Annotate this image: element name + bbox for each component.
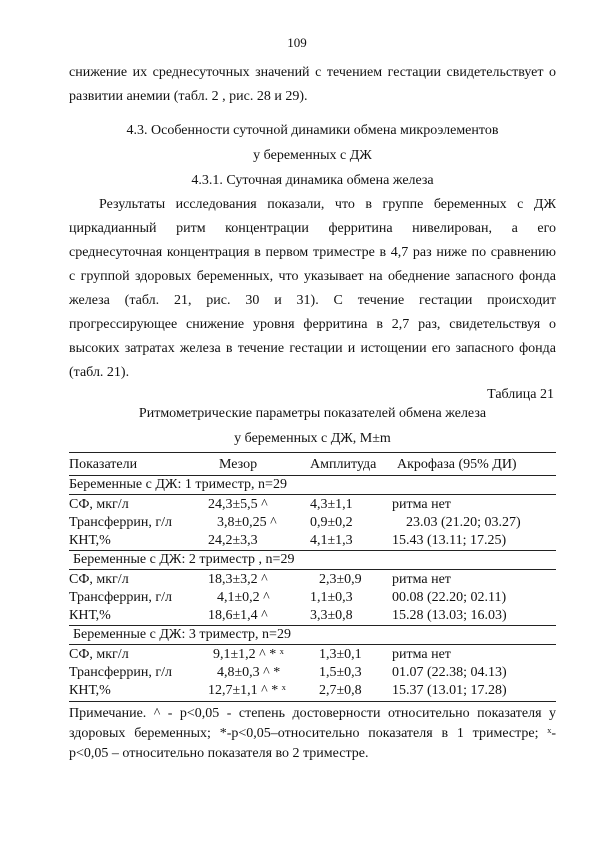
table-subtitle: у беременных с ДЖ, M±m xyxy=(234,431,391,446)
body-line-5: железа (табл. 21, рис. 30 и 31). С течение гестации происходит xyxy=(69,293,556,308)
table-cell-mesor: 18,3±3,2 ^ xyxy=(208,572,268,587)
table-cell-mesor: 9,1±1,2 ^ * ˣ xyxy=(213,647,284,662)
group-title-trimester-2: Беременные с ДЖ: 2 триместр , n=29 xyxy=(73,552,295,567)
table-cell-name: КНТ,% xyxy=(69,683,111,698)
table-cell-amplitude: 1,5±0,3 xyxy=(319,665,362,680)
table-cell-mesor: 3,8±0,25 ^ xyxy=(217,515,277,530)
table-cell-acrophase: 15.37 (13.01; 17.28) xyxy=(392,683,507,698)
body-line-1: Результаты исследования показали, что в группе беременных с ДЖ xyxy=(99,197,556,212)
table-cell-mesor: 4,8±0,3 ^ * xyxy=(217,665,281,680)
table-cell-mesor: 4,1±0,2 ^ xyxy=(217,590,270,605)
body-line-6: прогрессирующее снижение уровня ферритина в 2,7 раз, свидетельствуя о xyxy=(69,317,556,332)
column-header-amplitude: Амплитуда xyxy=(310,457,377,472)
table-cell-mesor: 18,6±1,4 ^ xyxy=(208,608,268,623)
table-cell-acrophase: ритма нет xyxy=(392,572,451,587)
table-cell-name: СФ, мкг/л xyxy=(69,647,129,662)
table-note-line-3: р<0,05 – относительно показателя во 2 триместре. xyxy=(69,746,369,761)
table-cell-amplitude: 2,7±0,8 xyxy=(319,683,362,698)
table-cell-amplitude: 1,1±0,3 xyxy=(310,590,353,605)
table-cell-name: СФ, мкг/л xyxy=(69,572,129,587)
column-header-indicator: Показатели xyxy=(69,457,138,472)
table-cell-name: КНТ,% xyxy=(69,533,111,548)
table-cell-amplitude: 0,9±0,2 xyxy=(310,515,353,530)
table-title: Ритмометрические параметры показателей обмена железа xyxy=(138,406,487,421)
table-cell-mesor: 24,2±3,3 xyxy=(208,533,258,548)
column-header-mesor: Мезор xyxy=(219,457,258,472)
table-cell-amplitude: 3,3±0,8 xyxy=(310,608,353,623)
group-rule xyxy=(69,644,556,645)
body-line-2: циркадианный ритм концентрации ферритина нивелирован, а его xyxy=(69,221,556,236)
group-title-trimester-3: Беременные с ДЖ: 3 триместр, n=29 xyxy=(73,627,291,642)
table-cell-name: КНТ,% xyxy=(69,608,111,623)
table-cell-amplitude: 1,3±0,1 xyxy=(319,647,362,662)
table-note-line-2: здоровых беременных; *-р<0,05–относительно показателя в 1 триместре; ˣ- xyxy=(69,726,556,741)
page-number: 109 xyxy=(287,35,307,50)
body-line-4: с группой здоровых беременных, что указывает на обеднение запасного фонда xyxy=(69,269,556,284)
table-cell-name: Трансферрин, г/л xyxy=(69,665,172,680)
table-top-rule xyxy=(69,452,556,453)
table-cell-name: СФ, мкг/л xyxy=(69,497,129,512)
table-cell-mesor: 12,7±1,1 ^ * ˣ xyxy=(208,683,286,698)
table-cell-name: Трансферрин, г/л xyxy=(69,515,172,530)
intro-line-2: развитии анемии (табл. 2 , рис. 28 и 29). xyxy=(69,89,308,104)
section-heading: 4.3. Особенности суточной динамики обмена микроэлементов xyxy=(126,123,499,138)
group-rule xyxy=(69,569,556,570)
intro-line-1: снижение их среднесуточных значений с течением гестации свидетельствует о xyxy=(69,65,556,80)
table-note-line-1: Примечание. ^ - р<0,05 - степень достоверности относительно показателя у xyxy=(69,706,556,721)
table-label: Таблица 21 xyxy=(487,387,554,402)
table-bottom-rule xyxy=(69,701,556,702)
table-cell-acrophase: 15.43 (13.11; 17.25) xyxy=(392,533,507,548)
body-line-3: среднесуточная концентрация в первом триместре в 4,7 раз ниже по сравнению xyxy=(69,245,556,260)
section-heading-2: у беременных с ДЖ xyxy=(253,148,372,163)
body-line-7: высоких затратах железа в течение гестации и истощении его запасного фонда xyxy=(69,341,556,356)
table-cell-acrophase: 23.03 (21.20; 03.27) xyxy=(406,515,521,530)
subsection-heading: 4.3.1. Суточная динамика обмена железа xyxy=(191,173,434,188)
table-cell-amplitude: 2,3±0,9 xyxy=(319,572,362,587)
group-rule xyxy=(69,494,556,495)
table-cell-acrophase: ритма нет xyxy=(392,497,451,512)
table-cell-name: Трансферрин, г/л xyxy=(69,590,172,605)
table-cell-acrophase: 01.07 (22.38; 04.13) xyxy=(392,665,507,680)
table-cell-acrophase: ритма нет xyxy=(392,647,451,662)
table-cell-amplitude: 4,3±1,1 xyxy=(310,497,353,512)
column-header-acrophase: Акрофаза (95% ДИ) xyxy=(397,457,517,472)
group-title-trimester-1: Беременные с ДЖ: 1 триместр, n=29 xyxy=(69,477,287,492)
table-cell-amplitude: 4,1±1,3 xyxy=(310,533,353,548)
body-line-8: (табл. 21). xyxy=(69,365,130,380)
table-cell-acrophase: 00.08 (22.20; 02.11) xyxy=(392,590,507,605)
table-cell-acrophase: 15.28 (13.03; 16.03) xyxy=(392,608,507,623)
table-cell-mesor: 24,3±5,5 ^ xyxy=(208,497,268,512)
